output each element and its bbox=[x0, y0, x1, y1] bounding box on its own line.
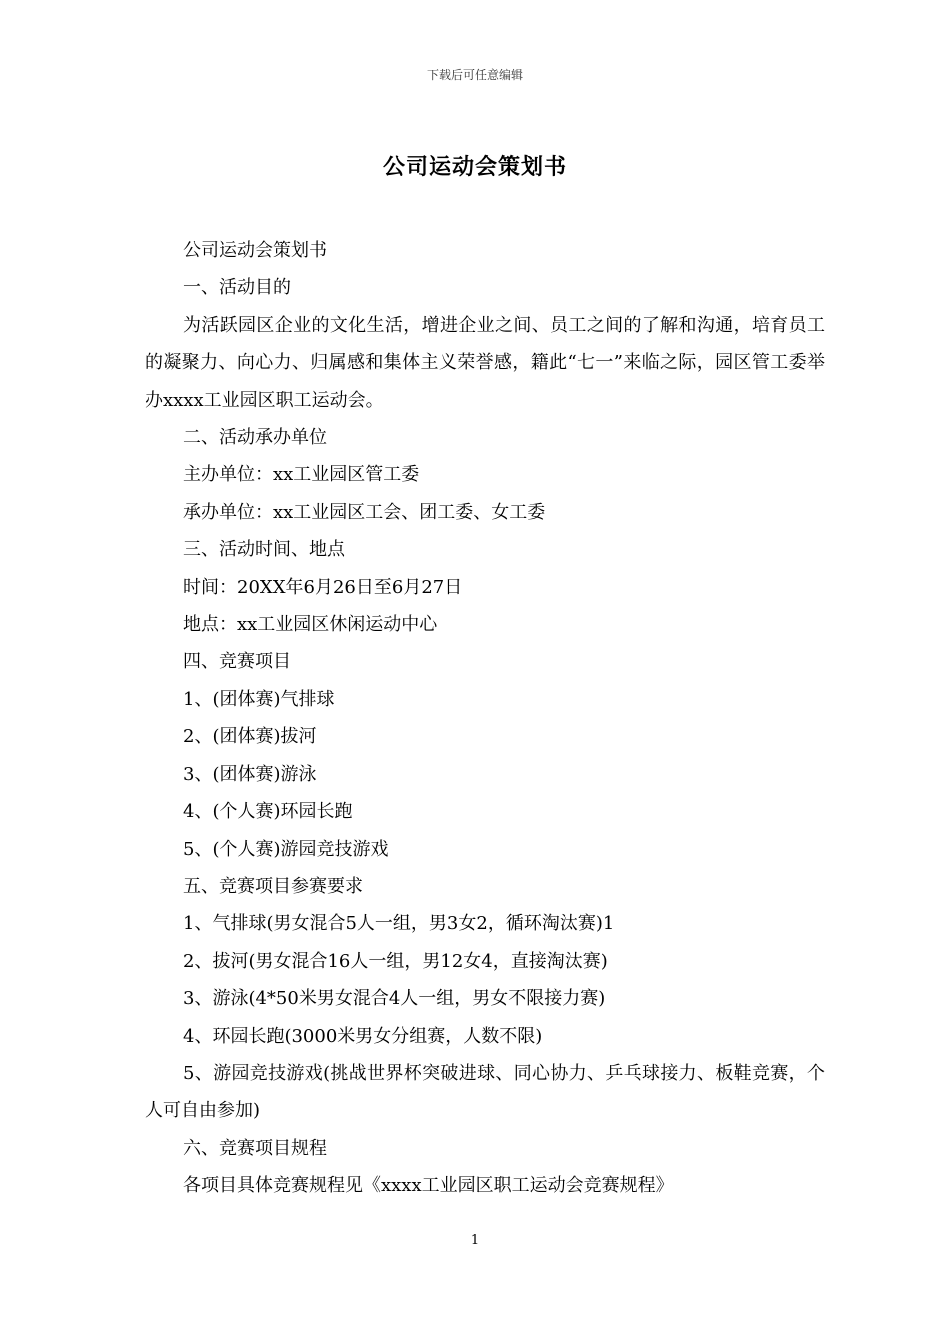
list-item: 2、拔河(男女混合16人一组，男12女4，直接淘汰赛) bbox=[183, 950, 608, 972]
list-item: 5、游园竞技游戏(挑战世界杯突破进球、同心协力、乒乓球接力、板鞋竞赛，个人可自由参加) bbox=[145, 1062, 825, 1122]
list-item: 3、游泳(4*50米男女混合4人一组，男女不限接力赛) bbox=[183, 988, 606, 1010]
list-item: 1、气排球(男女混合5人一组，男3女2，循环淘汰赛)1 bbox=[183, 913, 615, 935]
list-item: 2、(团体赛)拔河 bbox=[183, 726, 317, 748]
header-note: 下载后可任意编辑 bbox=[426, 68, 523, 82]
section-heading: 四、竞赛项目 bbox=[183, 651, 291, 673]
paragraph: 公司运动会策划书 bbox=[183, 240, 327, 261]
document-title: 公司运动会策划书 bbox=[382, 155, 567, 180]
document-body bbox=[145, 232, 825, 1205]
section-heading: 三、活动时间、地点 bbox=[183, 539, 345, 561]
paragraph: 承办单位：xx工业园区工会、团工委、女工委 bbox=[183, 501, 546, 523]
list-item: 3、(团体赛)游泳 bbox=[183, 763, 317, 785]
section-heading: 二、活动承办单位 bbox=[183, 427, 327, 449]
paragraph: 为活跃园区企业的文化生活，增进企业之间、员工之间的了解和沟通，培育员工的凝聚力、向心力、归属感和集体主义荣誉感，籍此“七一”来临之际，园区管工委举办xxxx工业园区职工运动会。 bbox=[145, 314, 825, 411]
list-item: 4、环园长跑(3000米男女分组赛，人数不限) bbox=[183, 1025, 543, 1047]
paragraph: 主办单位：xx工业园区管工委 bbox=[183, 464, 420, 486]
paragraph: 时间：20XX年6月26日至6月27日 bbox=[183, 576, 463, 598]
section-heading: 一、活动目的 bbox=[183, 277, 291, 299]
list-item: 5、(个人赛)游园竞技游戏 bbox=[183, 838, 389, 860]
paragraph: 地点：xx工业园区休闲运动中心 bbox=[183, 614, 438, 636]
page-number: 1 bbox=[470, 1233, 480, 1248]
list-item: 4、(个人赛)环园长跑 bbox=[183, 801, 353, 823]
section-heading: 五、竞赛项目参赛要求 bbox=[183, 875, 363, 897]
list-item: 1、(团体赛)气排球 bbox=[183, 688, 335, 710]
section-heading: 六、竞赛项目规程 bbox=[183, 1137, 327, 1159]
paragraph: 各项目具体竞赛规程见《xxxx工业园区职工运动会竞赛规程》 bbox=[183, 1175, 674, 1197]
